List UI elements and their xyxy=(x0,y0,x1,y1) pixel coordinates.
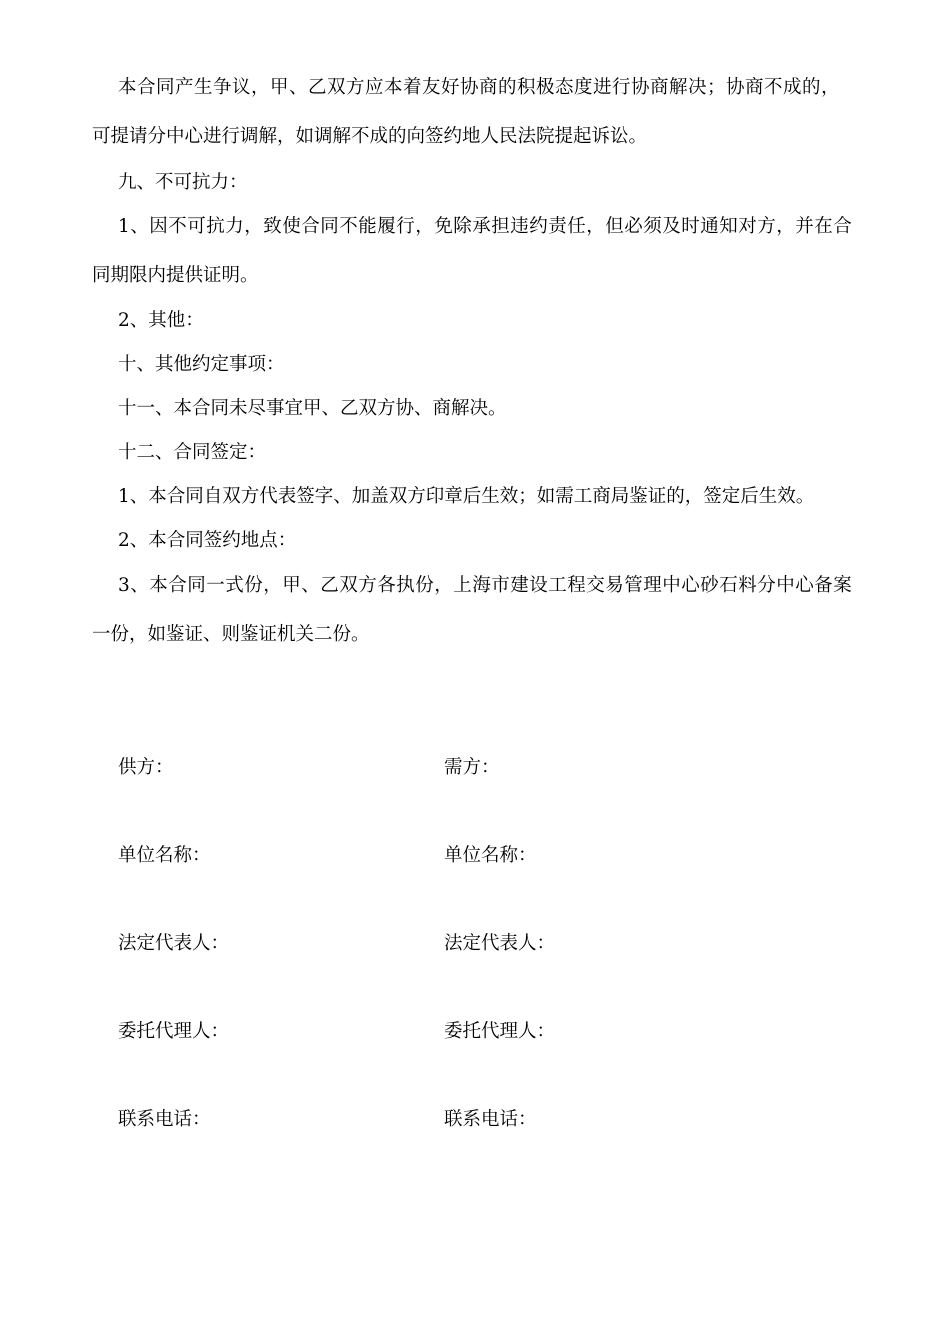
supplier-label: 供方： xyxy=(118,757,174,778)
buyer-legal-rep-field: 法定代表人： xyxy=(444,933,556,954)
signing-heading: 十二、合同签定： xyxy=(118,442,267,463)
signing-clause-3-line-1: 3、本合同一式份，甲、乙双方各执份，上海市建设工程交易管理中心砂石料分中心备案 xyxy=(118,575,853,596)
supplier-phone-field: 联系电话： xyxy=(118,1109,211,1130)
unresolved-matters-heading: 十一、本合同未尽事宜甲、乙双方协、商解决。 xyxy=(118,398,507,419)
buyer-phone-field: 联系电话： xyxy=(444,1109,537,1130)
signing-clause-3-line-2: 一份，如鉴证、则鉴证机关二份。 xyxy=(92,624,370,645)
buyer-unit-name-field: 单位名称： xyxy=(444,845,537,866)
force-majeure-clause-1-line-2: 同期限内提供证明。 xyxy=(92,265,259,286)
dispute-paragraph-line-2: 可提请分中心进行调解，如调解不成的向签约地人民法院提起诉讼。 xyxy=(92,126,648,147)
force-majeure-heading: 九、不可抗力： xyxy=(118,172,248,193)
signing-clause-1: 1、本合同自双方代表签字、加盖双方印章后生效；如需工商局鉴证的，签定后生效。 xyxy=(118,486,815,507)
signing-clause-2: 2、本合同签约地点： xyxy=(118,530,297,551)
force-majeure-clause-2: 2、其他： xyxy=(118,310,204,331)
dispute-paragraph-line-1: 本合同产生争议，甲、乙双方应本着友好协商的积极态度进行协商解决；协商不成的， xyxy=(118,77,841,98)
other-terms-heading: 十、其他约定事项： xyxy=(118,354,285,375)
buyer-label: 需方： xyxy=(444,757,500,778)
force-majeure-clause-1-line-1: 1、因不可抗力，致使合同不能履行，免除承担违约责任，但必须及时通知对方，并在合 xyxy=(118,216,853,237)
supplier-agent-field: 委托代理人： xyxy=(118,1021,230,1042)
supplier-unit-name-field: 单位名称： xyxy=(118,845,211,866)
buyer-agent-field: 委托代理人： xyxy=(444,1021,556,1042)
supplier-legal-rep-field: 法定代表人： xyxy=(118,933,230,954)
